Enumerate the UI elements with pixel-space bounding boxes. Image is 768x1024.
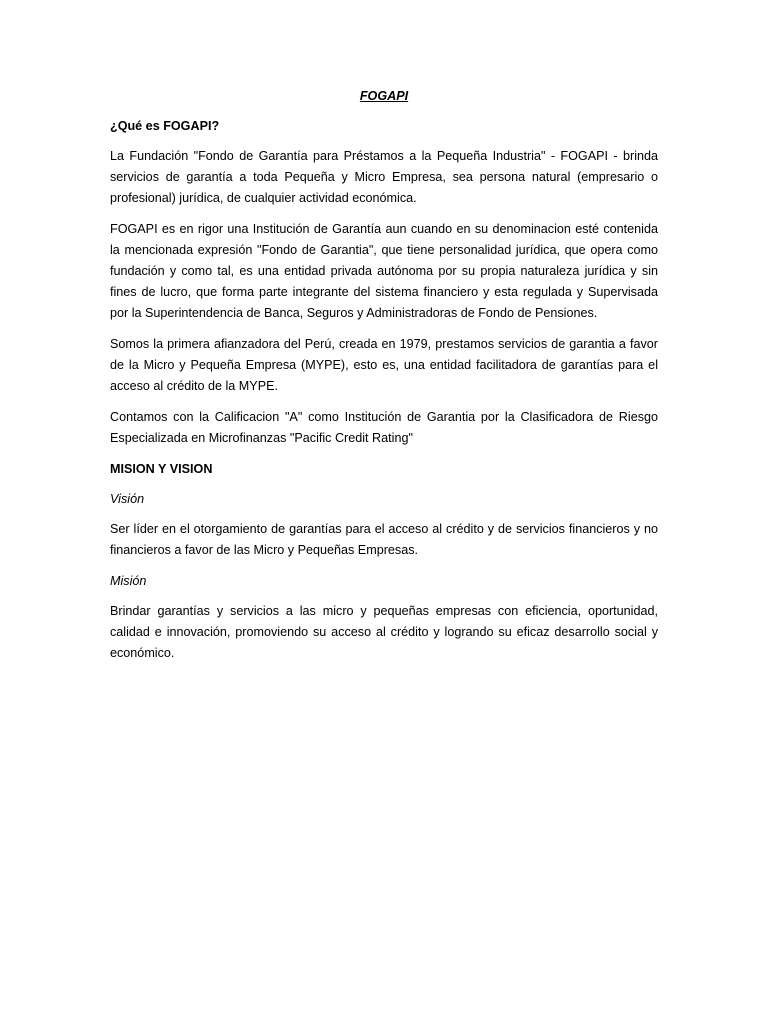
vision-label: Visión <box>110 492 145 506</box>
paragraph-history: Somos la primera afianzadora del Perú, creada en 1979, prestamos servicios de garantia a favor de la Micro y Pequeña Empresa (MYPE), esto es, una entidad facilitadora de garantías para el acceso al crédito de la MYPE. <box>110 337 658 393</box>
mission-text: Brindar garantías y servicios a las micro y pequeñas empresas con eficiencia, oportunidad, calidad e innovación, promoviendo su acceso al crédito y logrando su eficaz desarrollo social y económico. <box>110 604 658 660</box>
paragraph-institution: FOGAPI es en rigor una Institución de Garantía aun cuando en su denominacion esté contenida la mencionada expresión "Fondo de Garantia", que tiene personalidad jurídica, que opera como fundación y como tal, es una entidad privada autónoma por su propia naturaleza jurídica y sin fines de lucro, que forma parte integrante del sistema financiero y esta regulada y Supervisada por la Superintendencia de Banca, Seguros y Administradoras de Fondo de Pensiones. <box>110 222 658 320</box>
paragraph-intro: La Fundación "Fondo de Garantía para Préstamos a la Pequeña Industria" - FOGAPI - brinda servicios de garantía a toda Pequeña y Micro Empresa, sea persona natural (empresario o profesional) jurídica, de cualquier actividad económica. <box>110 149 658 205</box>
question-heading: ¿Qué es FOGAPI? <box>110 119 220 133</box>
document-title: FOGAPI <box>359 89 409 103</box>
vision-text: Ser líder en el otorgamiento de garantías para el acceso al crédito y de servicios financieros y no financieros a favor de las Micro y Pequeñas Empresas. <box>110 522 658 557</box>
paragraph-rating: Contamos con la Calificacion "A" como Institución de Garantia por la Clasificadora de Riesgo Especializada en Microfinanzas "Pacific Credit Rating" <box>110 410 658 445</box>
mission-label: Misión <box>110 574 147 588</box>
document-page <box>110 86 658 674</box>
mission-vision-heading: MISION Y VISION <box>110 462 213 476</box>
